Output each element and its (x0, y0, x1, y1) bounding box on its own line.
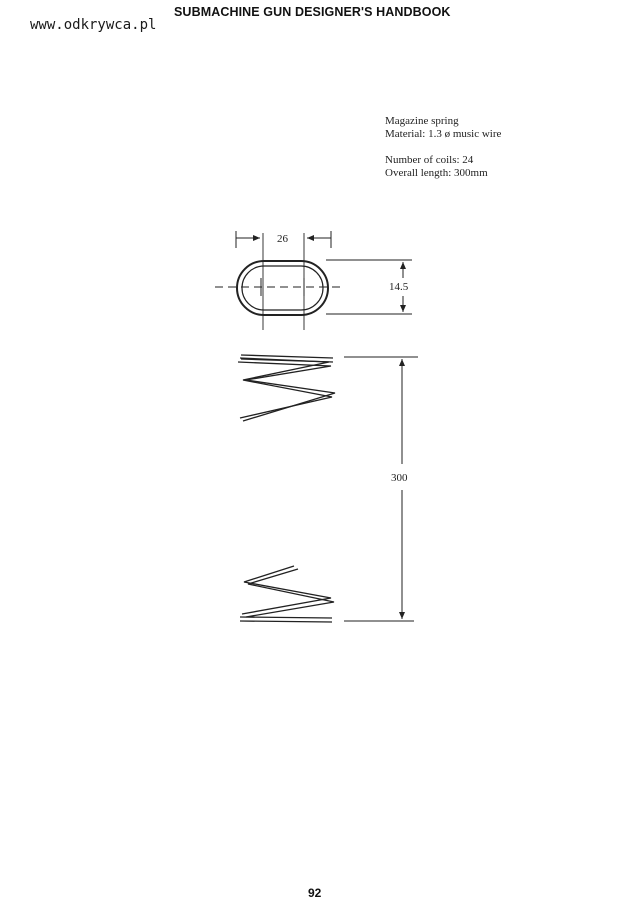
page-header: SUBMACHINE GUN DESIGNER'S HANDBOOK (174, 5, 451, 19)
page-number: 92 (308, 886, 322, 900)
dimension-length-label: 300 (391, 472, 408, 484)
dimension-length (344, 357, 418, 621)
watermark: www.odkrywca.pl (30, 17, 157, 33)
spec-length: Overall length: 300mm (385, 167, 488, 179)
spring-cross-section (215, 233, 412, 330)
spec-part-name: Magazine spring (385, 115, 459, 127)
spring-top-coils (238, 355, 335, 421)
spec-coils: Number of coils: 24 (385, 154, 474, 166)
spec-material: Material: 1.3 ø music wire (385, 128, 502, 140)
dimension-height-label: 14.5 (389, 281, 409, 293)
spring-bottom-coils (240, 566, 334, 622)
dimension-width-label: 26 (277, 233, 288, 245)
